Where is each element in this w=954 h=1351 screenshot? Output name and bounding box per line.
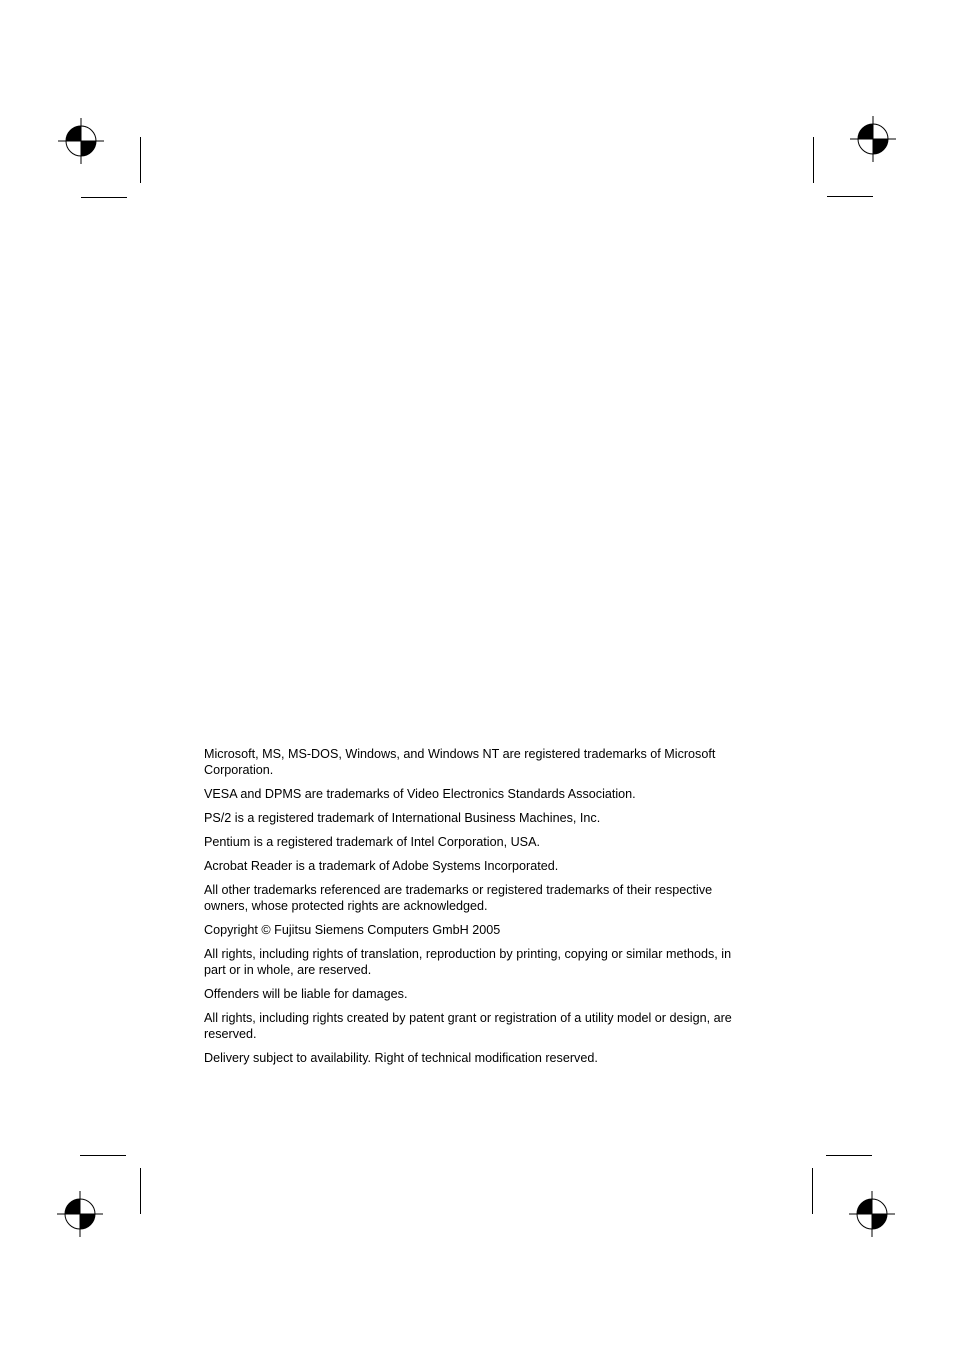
registration-mark-icon-top-right xyxy=(850,116,896,162)
trademark-pentium: Pentium is a registered trademark of Intel Corporation, USA. xyxy=(204,835,540,849)
crop-mark-top-right-horizontal xyxy=(827,196,873,197)
trademark-acrobat: Acrobat Reader is a trademark of Adobe Systems Incorporated. xyxy=(204,859,559,873)
crop-mark-top-right-vertical xyxy=(813,137,814,183)
offenders-liability: Offenders will be liable for damages. xyxy=(204,987,408,1001)
registration-mark-icon-bottom-right xyxy=(849,1191,895,1237)
crop-mark-top-left-horizontal xyxy=(81,197,127,198)
legal-notice xyxy=(204,746,734,1074)
rights-reproduction: All rights, including rights of translation, reproduction by printing, copying or similar methods, in part or in whole, are reserved. xyxy=(204,947,732,977)
crop-mark-top-left-vertical xyxy=(140,137,141,183)
trademark-ps2: PS/2 is a registered trademark of International Business Machines, Inc. xyxy=(204,811,601,825)
trademark-vesa-dpms: VESA and DPMS are trademarks of Video Electronics Standards Association. xyxy=(204,787,636,801)
crop-mark-bottom-left-vertical xyxy=(140,1168,141,1214)
registration-mark-icon-top-left xyxy=(58,118,104,164)
registration-mark-icon-bottom-left xyxy=(57,1191,103,1237)
rights-patent: All rights, including rights created by patent grant or registration of a utility model or design, are reserved. xyxy=(204,1011,732,1041)
crop-mark-bottom-right-vertical xyxy=(812,1168,813,1214)
trademark-other: All other trademarks referenced are trademarks or registered trademarks of their respective owners, whose protected rights are acknowledged. xyxy=(204,883,713,913)
crop-mark-bottom-left-horizontal xyxy=(80,1155,126,1156)
crop-mark-bottom-right-horizontal xyxy=(826,1155,872,1156)
delivery-notice: Delivery subject to availability. Right of technical modification reserved. xyxy=(204,1051,598,1065)
copyright-line: Copyright © Fujitsu Siemens Computers GmbH 2005 xyxy=(204,923,501,937)
trademark-microsoft: Microsoft, MS, MS-DOS, Windows, and Windows NT are registered trademarks of Microsoft Corporation. xyxy=(204,747,716,777)
